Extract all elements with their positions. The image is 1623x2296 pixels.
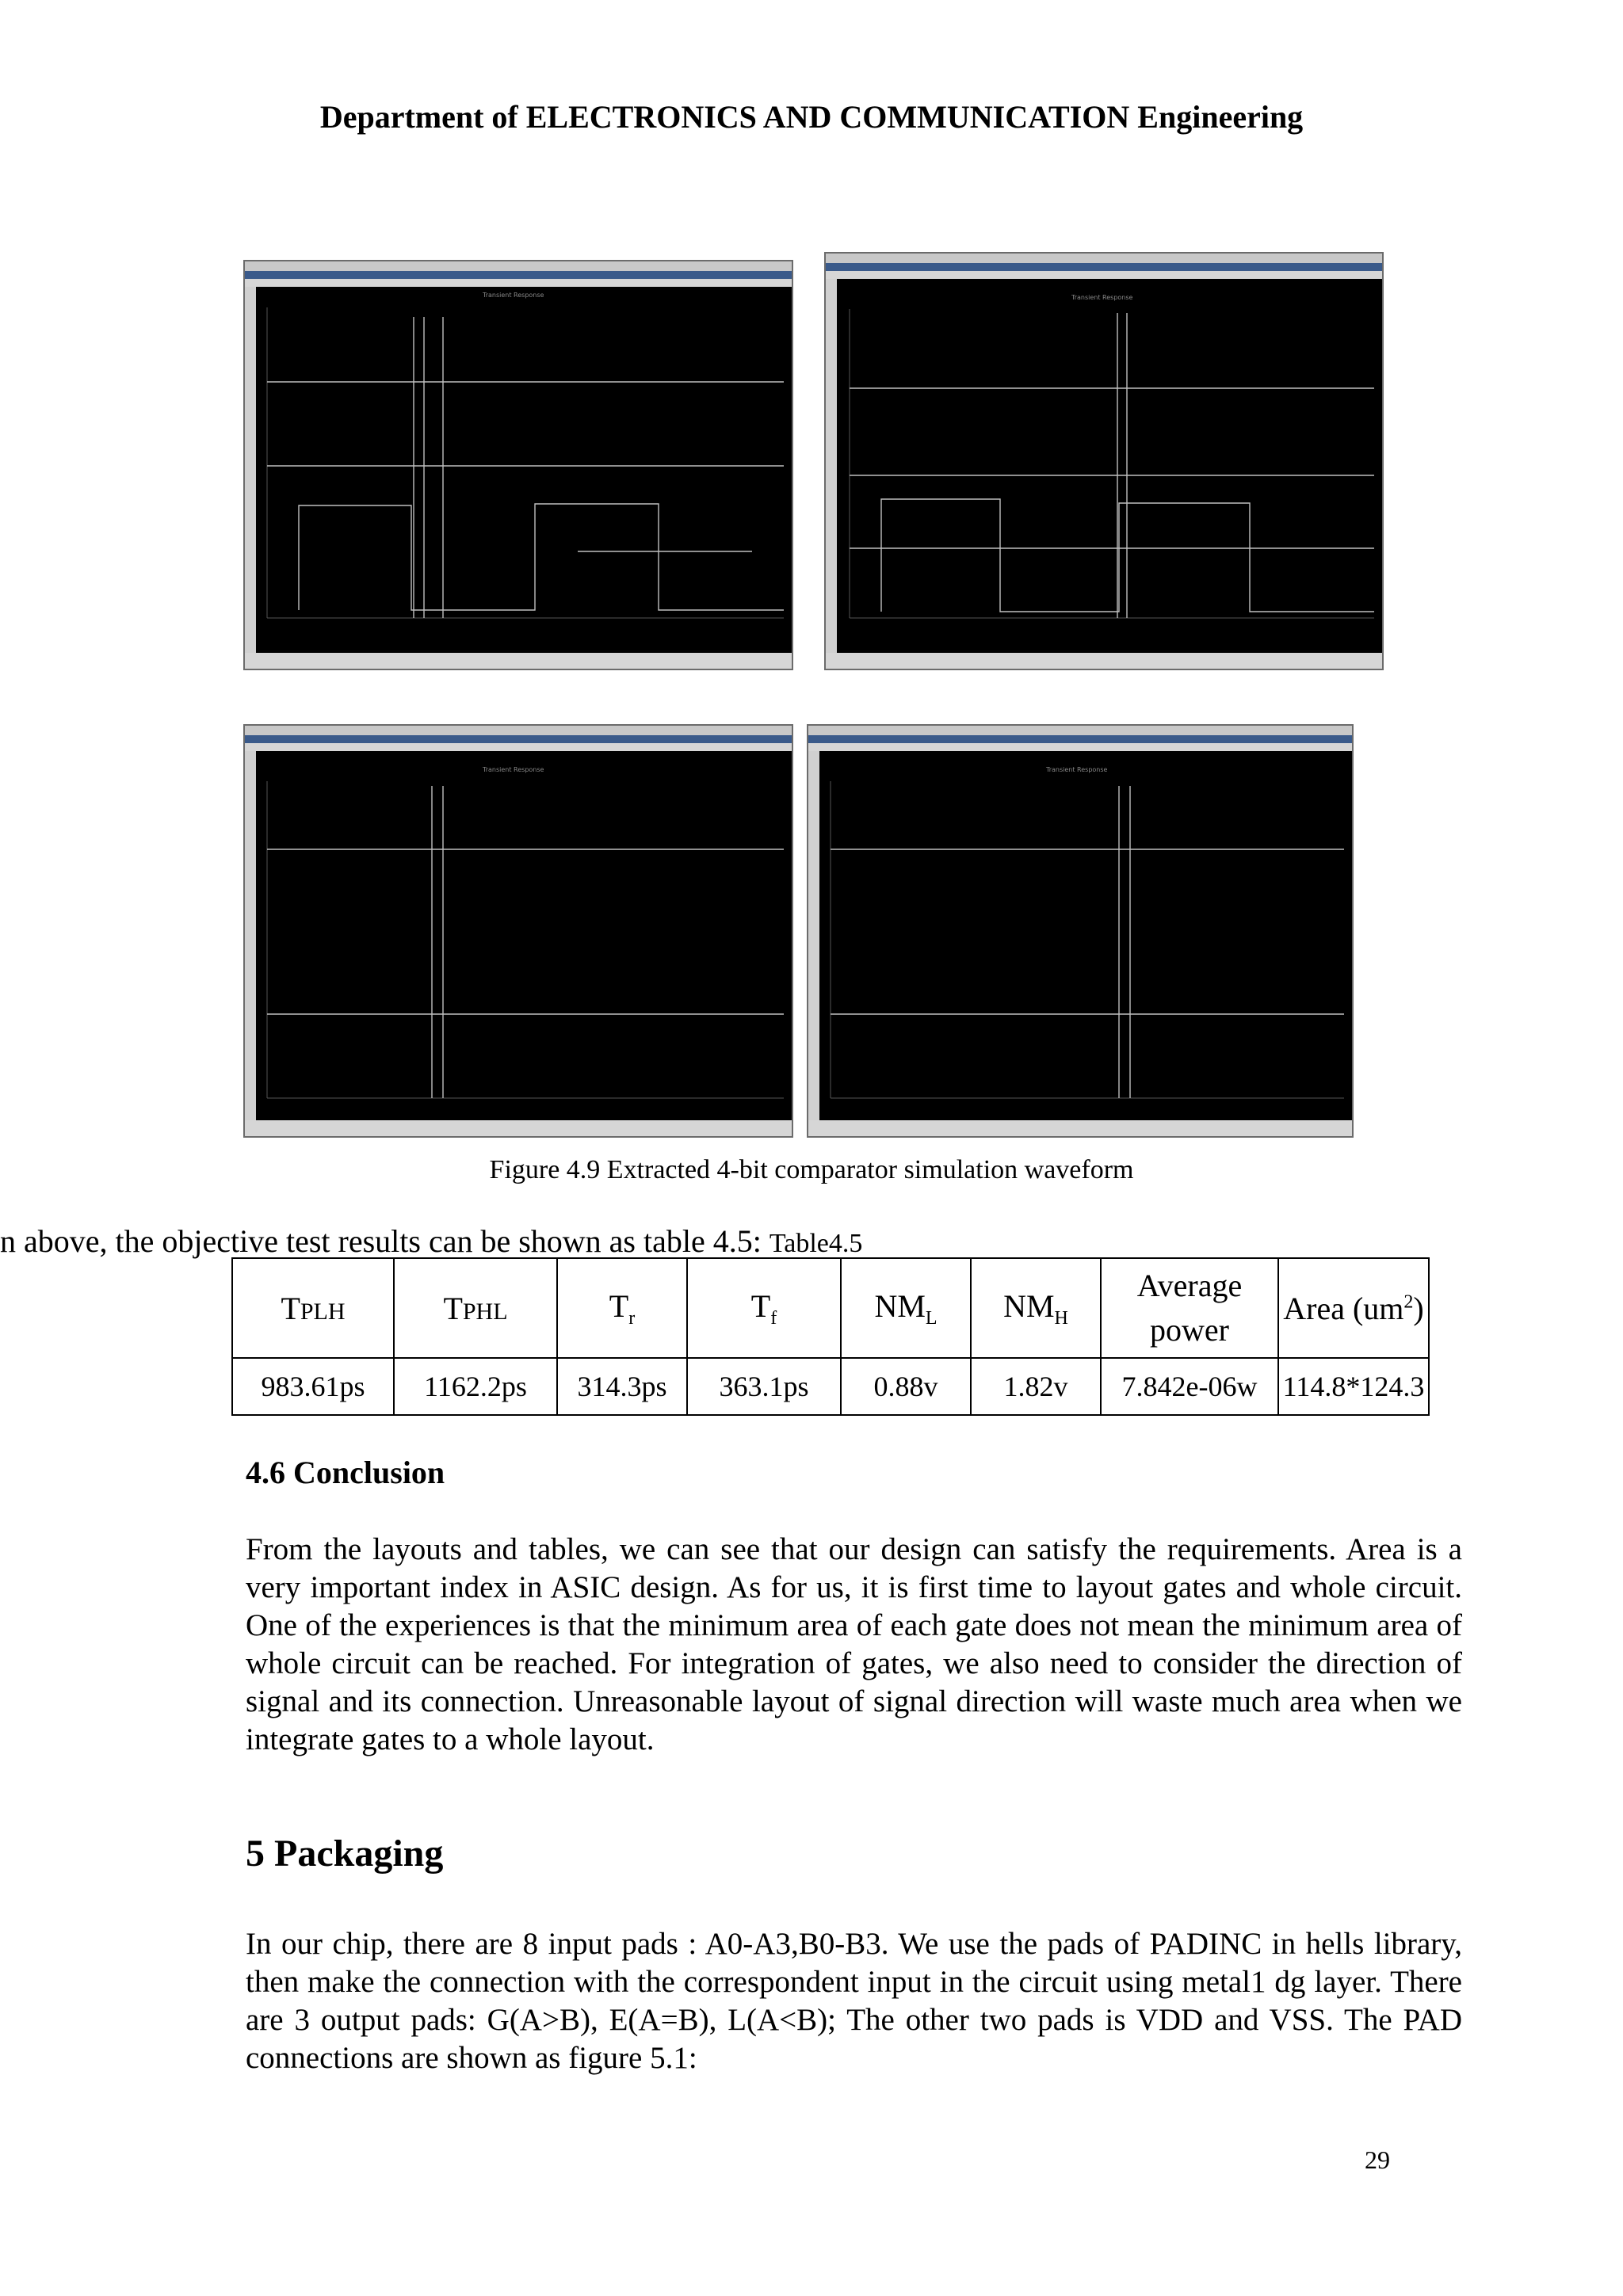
value-tphl: 1162.2ps [394, 1358, 557, 1415]
waveform-bottom-left-image [245, 726, 792, 1136]
waveform-top-left-image [245, 261, 792, 669]
waveform-top-right-image [826, 254, 1382, 669]
svg-text:Transient Response: Transient Response [1071, 294, 1133, 301]
header-nml: $NM_L$ [841, 1258, 971, 1358]
svg-text:Transient Response: Transient Response [483, 292, 544, 299]
table-header-row [232, 1258, 1429, 1358]
waveform-screenshot-top-left [243, 260, 793, 670]
results-table [231, 1257, 1430, 1416]
table-label: Table4.5 [769, 1229, 863, 1258]
value-tf: 363.1ps [687, 1358, 841, 1415]
value-tplh: 983.61ps [232, 1358, 394, 1415]
header-average-power: Average power [1101, 1258, 1278, 1358]
header-tf: $T_f$ [687, 1258, 841, 1358]
waveform-screenshot-bottom-right [807, 724, 1354, 1138]
value-tr: 314.3ps [557, 1358, 687, 1415]
conclusion-paragraph: From the layouts and tables, we can see that our design can satisfy the requirements. Area is a very important index in ASIC design. As for us, it is first time to layout gates and whole circuit. One of the experiences is that the minimum area of each gate does not mean the minimum area of whole circuit can be reached. For integration of gates, we also need to consider the direction of signal and its connection. Unreasonable layout of signal direction will waste much area when we integrate gates to a whole layout. [246, 1532, 1462, 1756]
table-row [232, 1358, 1429, 1415]
table-intro-text: n above, the objective test results can be shown as table 4.5: [0, 1223, 769, 1259]
table-intro [0, 1222, 862, 1260]
header-tphl: TPHL [394, 1258, 557, 1358]
header-nmh: $NM_H$ [971, 1258, 1101, 1358]
value-nml: 0.88v [841, 1358, 971, 1415]
header-area: Area $(um^2)$ [1278, 1258, 1429, 1358]
packaging-paragraph: In our chip, there are 8 input pads : A0-A3,B0-B3. We use the pads of PADINC in hells library, then make the connection with the correspondent input in the circuit using metal1 dg layer. There are 3 output pads: G(A>B), E(A=B), L(A<B); The other two pads is VDD and VSS. The PAD connections are shown as figure 5.1: [246, 1927, 1462, 2075]
page-number: 29 [1365, 2145, 1390, 2174]
waveform-screenshot-top-right [824, 252, 1384, 670]
value-average-power: 7.842e-06w [1101, 1358, 1278, 1415]
section-heading-conclusion: 4.6 Conclusion [246, 1455, 445, 1490]
section-heading-packaging: 5 Packaging [246, 1833, 444, 1875]
value-nmh: 1.82v [971, 1358, 1101, 1415]
svg-text:Transient Response: Transient Response [483, 766, 544, 773]
figure-caption: Figure 4.9 Extracted 4-bit comparator simulation waveform [489, 1155, 1134, 1184]
page-header: Department of ELECTRONICS AND COMMUNICATION Engineering [319, 99, 1304, 135]
waveform-screenshot-bottom-left [243, 724, 793, 1138]
value-area: 114.8*124.3 [1278, 1358, 1429, 1415]
svg-text:Transient Response: Transient Response [1046, 766, 1108, 773]
header-tplh: TPLH [232, 1258, 394, 1358]
waveform-bottom-right-image [808, 726, 1352, 1136]
header-tr: $T_r$ [557, 1258, 687, 1358]
